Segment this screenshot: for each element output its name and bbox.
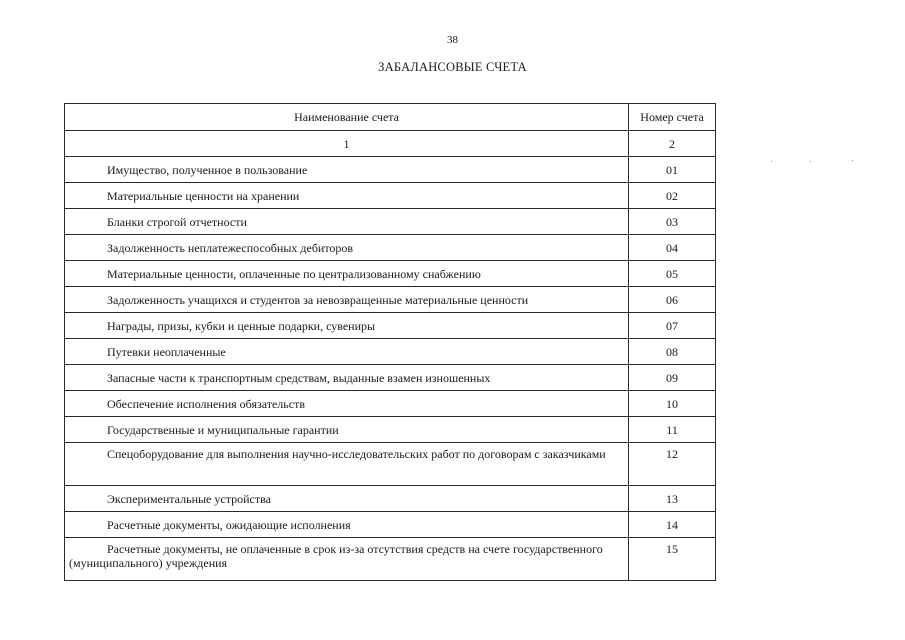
- account-number: 11: [629, 417, 716, 443]
- column-index-row: [65, 131, 716, 157]
- account-name: Задолженность неплатежеспособных дебиторов: [65, 235, 629, 261]
- account-name: Запасные части к транспортным средствам, выданные взамен изношенных: [65, 365, 629, 391]
- table-row: [65, 183, 716, 209]
- account-name: Путевки неоплаченные: [65, 339, 629, 365]
- table-row: [65, 365, 716, 391]
- header-account-name: Наименование счета: [65, 104, 629, 131]
- account-name: Имущество, полученное в пользование: [65, 157, 629, 183]
- account-number: 06: [629, 287, 716, 313]
- account-number: 04: [629, 235, 716, 261]
- scan-speck: [852, 160, 853, 161]
- account-name: Расчетные документы, ожидающие исполнения: [65, 512, 629, 538]
- table-row: [65, 313, 716, 339]
- account-number: 02: [629, 183, 716, 209]
- account-name: Бланки строгой отчетности: [65, 209, 629, 235]
- account-number: 03: [629, 209, 716, 235]
- account-name: Материальные ценности, оплаченные по централизованному снабжению: [65, 261, 629, 287]
- account-name: Экспериментальные устройства: [65, 486, 629, 512]
- table-row: [65, 287, 716, 313]
- account-number: 12: [629, 443, 716, 486]
- table-row: [65, 235, 716, 261]
- table-row: [65, 261, 716, 287]
- table-row: [65, 339, 716, 365]
- account-name: Расчетные документы, не оплаченные в срок из-за отсутствия средств на счете государственного (муниципального) учреждения: [65, 538, 629, 581]
- scan-speck: [771, 161, 772, 162]
- table-row: [65, 486, 716, 512]
- account-name: Материальные ценности на хранении: [65, 183, 629, 209]
- account-number: 15: [629, 538, 716, 581]
- document-title: ЗАБАЛАНСОВЫЕ СЧЕТА: [378, 60, 527, 74]
- column-index-name: 1: [65, 131, 629, 157]
- account-name: Награды, призы, кубки и ценные подарки, сувениры: [65, 313, 629, 339]
- table-row: [65, 417, 716, 443]
- page-number: 38: [447, 34, 458, 46]
- table-row: [65, 209, 716, 235]
- table-row: [65, 391, 716, 417]
- table-row: [65, 538, 716, 581]
- account-number: 09: [629, 365, 716, 391]
- account-name: Спецоборудование для выполнения научно-исследовательских работ по договорам с заказчиками: [65, 443, 629, 486]
- account-number: 14: [629, 512, 716, 538]
- scan-speck: [810, 161, 811, 162]
- table-header-row: [65, 104, 716, 131]
- account-number: 08: [629, 339, 716, 365]
- off-balance-accounts-table: [64, 103, 716, 581]
- account-name: Государственные и муниципальные гарантии: [65, 417, 629, 443]
- account-number: 05: [629, 261, 716, 287]
- account-number: 07: [629, 313, 716, 339]
- table-row: [65, 157, 716, 183]
- table-row: [65, 443, 716, 486]
- account-name: Обеспечение исполнения обязательств: [65, 391, 629, 417]
- account-number: 01: [629, 157, 716, 183]
- account-number: 13: [629, 486, 716, 512]
- header-account-number: Номер счета: [629, 104, 716, 131]
- account-name: Задолженность учащихся и студентов за невозвращенные материальные ценности: [65, 287, 629, 313]
- account-number: 10: [629, 391, 716, 417]
- column-index-number: 2: [629, 131, 716, 157]
- table-row: [65, 512, 716, 538]
